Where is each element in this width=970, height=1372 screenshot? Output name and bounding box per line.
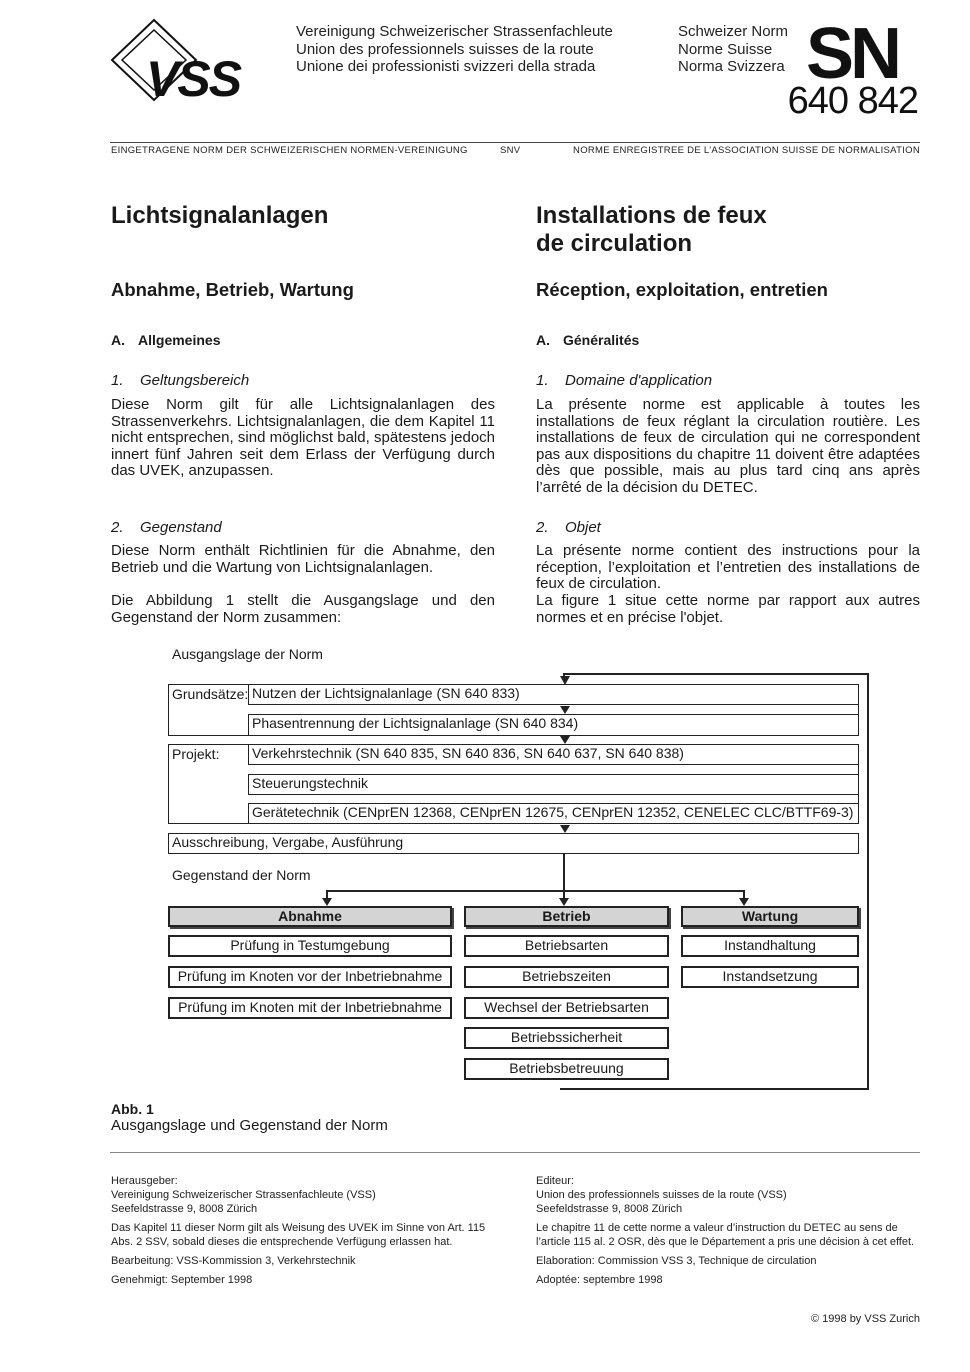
- paragraph-figure-fr: La figure 1 situe cette norme par rapport aux autres normes et en précise l'objet.: [536, 592, 920, 626]
- column-abnahme: Abnahme: [168, 906, 452, 927]
- bearbeitung-de: Bearbeitung: VSS-Kommission 3, Verkehrstechnik: [111, 1255, 356, 1267]
- betrieb-item: Betriebsbetreuung: [464, 1058, 669, 1080]
- title-de: Lichtsignalanlagen: [111, 202, 329, 229]
- subsection-heading: Objet: [565, 519, 601, 536]
- footer-de: [111, 1174, 491, 1292]
- publisher-name-fr: Union des professionnels suisses de la route (VSS): [536, 1189, 787, 1201]
- subtitle-fr: Réception, exploitation, entretien: [536, 279, 828, 300]
- section-a-fr: [536, 332, 639, 348]
- subsection-2-de: [111, 519, 222, 536]
- paragraph-scope-de: Diese Norm gilt für alle Lichtsignalanlagen des Strassenverkehrs. Lichtsignalanlagen, die dem Kapitel 11 nicht entsprechen, sind möglichst bald, spätestens jedoch innert fünf Jahren seit dem Erlass der Verfügung durch das UVEK, anzupassen.: [111, 396, 495, 479]
- subsection-heading: Geltungsbereich: [140, 372, 250, 389]
- title-fr: [536, 202, 767, 258]
- subsection-1-de: [111, 372, 249, 389]
- betrieb-item: Betriebszeiten: [464, 966, 669, 988]
- org-name-de: Vereinigung Schweizerischer Strassenfachleute: [296, 23, 613, 40]
- publisher-label-de: Herausgeber:: [111, 1175, 178, 1187]
- publisher-label-fr: Editeur:: [536, 1175, 574, 1187]
- box-verkehrstechnik: Verkehrstechnik (SN 640 835, SN 640 836, SN 640 637, SN 640 838): [248, 744, 859, 765]
- registered-de: EINGETRAGENE NORM DER SCHWEIZERISCHEN NORMEN-VEREINIGUNG: [111, 145, 468, 156]
- box-nutzen: Nutzen der Lichtsignalanlage (SN 640 833): [248, 684, 859, 705]
- loop-bottom-line: [560, 1088, 869, 1090]
- norm-number: 640 842: [787, 80, 918, 122]
- publisher-address-de: Seefeldstrasse 9, 8008 Zürich: [111, 1203, 258, 1215]
- title-fr-line-2: de circulation: [536, 230, 693, 257]
- box-phasentrennung: Phasentrennung der Lichtsignalanlage (SN 640 834): [248, 714, 859, 736]
- sn-mark: SN: [806, 14, 899, 94]
- paragraph-subject-fr: La présente norme contient des instructions pour la réception, l’exploitation et l’entretien des installations de feux de circulation.: [536, 542, 920, 592]
- distribution-line: [326, 890, 745, 892]
- title-fr-line-1: Installations de feux: [536, 202, 767, 229]
- paragraph-scope-fr: La présente norme est applicable à toutes les installations de feux réglant la circulation routière. Les installations de feux de circulation qui ne correspondent pas aux dispositions du chapitre 11 doivent être adaptées dès que possible, mais au plus tard cinq ans après l’arrêté de la décision du DETEC.: [536, 396, 920, 496]
- loop-top-line: [563, 673, 869, 675]
- figure-caption-text: Ausgangslage und Gegenstand der Norm: [111, 1117, 388, 1134]
- registered-fr: NORME ENREGISTREE DE L’ASSOCIATION SUISSE DE NORMALISATION: [573, 145, 920, 156]
- arrow-connectors: [555, 673, 575, 913]
- publisher-address-fr: Seefeldstrasse 9, 8008 Zürich: [536, 1203, 683, 1215]
- subsection-number: 2.: [111, 519, 124, 536]
- grundsaetze-label: Grundsätze:: [172, 686, 249, 702]
- footer-fr: [536, 1174, 920, 1292]
- diagram-label-ausgangslage: Ausgangslage der Norm: [172, 646, 323, 662]
- betrieb-item: Betriebssicherheit: [464, 1027, 669, 1049]
- subsection-heading: Gegenstand: [140, 519, 222, 536]
- section-number: A.: [111, 332, 125, 348]
- betrieb-item: Betriebsarten: [464, 935, 669, 957]
- adoptee-fr: Adoptée: septembre 1998: [536, 1274, 663, 1286]
- wartung-item: Instandsetzung: [681, 966, 859, 988]
- footer-rule: [110, 1152, 920, 1153]
- org-name-it: Unione dei professionisti svizzeri della strada: [296, 58, 596, 75]
- subsection-heading: Domaine d'application: [565, 372, 713, 389]
- subsection-1-fr: [536, 372, 712, 389]
- copyright: © 1998 by VSS Zurich: [811, 1313, 920, 1325]
- paragraph-figure-de: Die Abbildung 1 stellt die Ausgangslage und den Gegenstand der Norm zusammen:: [111, 592, 495, 626]
- subsection-number: 1.: [111, 372, 124, 389]
- projekt-label: Projekt:: [172, 746, 220, 762]
- betrieb-item: Wechsel der Betriebsarten: [464, 997, 669, 1019]
- section-number: A.: [536, 332, 550, 348]
- vss-logo: [110, 18, 290, 102]
- subsection-number: 1.: [536, 372, 549, 389]
- abnahme-item: Prüfung im Knoten mit der Inbetriebnahme: [168, 997, 452, 1019]
- subtitle-de: Abnahme, Betrieb, Wartung: [111, 279, 354, 300]
- box-steuerungstechnik: Steuerungstechnik: [248, 774, 859, 795]
- norm-type-it: Norma Svizzera: [678, 58, 785, 75]
- legal-note-de: Das Kapitel 11 dieser Norm gilt als Weisung des UVEK im Sinne von Art. 115 Abs. 2 SSV, sobald dieses die entsprechende Verfügung erlassen hat.: [111, 1222, 486, 1248]
- registered-snv: SNV: [500, 145, 521, 156]
- figure-caption-title: Abb. 1: [111, 1101, 154, 1117]
- section-a-de: [111, 332, 220, 348]
- genehmigt-de: Genehmigt: September 1998: [111, 1274, 253, 1286]
- publisher-block-fr: [536, 1174, 920, 1216]
- publisher-name-de: Vereinigung Schweizerischer Strassenfachleute (VSS): [111, 1189, 376, 1201]
- publisher-block-de: [111, 1174, 491, 1216]
- abnahme-item: Prüfung im Knoten vor der Inbetriebnahme: [168, 966, 452, 988]
- diagram-label-gegenstand: Gegenstand der Norm: [172, 867, 311, 883]
- norm-type: [678, 23, 788, 76]
- svg-text:VSS: VSS: [146, 51, 241, 102]
- loop-right-line: [867, 673, 869, 1090]
- abnahme-item: Prüfung in Testumgebung: [168, 935, 452, 957]
- section-heading: Généralités: [563, 332, 640, 348]
- elaboration-fr: Elaboration: Commission VSS 3, Technique de circulation: [536, 1255, 817, 1267]
- wartung-item: Instandhaltung: [681, 935, 859, 957]
- section-heading: Allgemeines: [138, 332, 221, 348]
- column-wartung: Wartung: [681, 906, 859, 927]
- box-ausschreibung: Ausschreibung, Vergabe, Ausführung: [168, 833, 859, 854]
- paragraph-subject-de: Diese Norm enthält Richtlinien für die Abnahme, den Betrieb und die Wartung von Lichtsignalanlagen.: [111, 542, 495, 576]
- subsection-number: 2.: [536, 519, 549, 536]
- subsection-2-fr: [536, 519, 601, 536]
- org-name-fr: Union des professionnels suisses de la route: [296, 40, 594, 58]
- norm-type-de: Schweizer Norm: [678, 23, 789, 40]
- norm-type-fr: Norme Suisse: [678, 40, 773, 58]
- legal-note-fr: Le chapitre 11 de cette norme a valeur d’instruction du DETEC au sens de l’article 115 al. 2 OSR, dès que le Département a pris une décision à cet effet.: [536, 1222, 915, 1248]
- box-geraetetechnik: Gerätetechnik (CENprEN 12368, CENprEN 12675, CENprEN 12352, CENELEC CLC/BTTF69-3): [248, 803, 859, 824]
- organisation-names: [296, 23, 613, 76]
- header-rule: [110, 142, 920, 143]
- column-betrieb: Betrieb: [464, 906, 669, 927]
